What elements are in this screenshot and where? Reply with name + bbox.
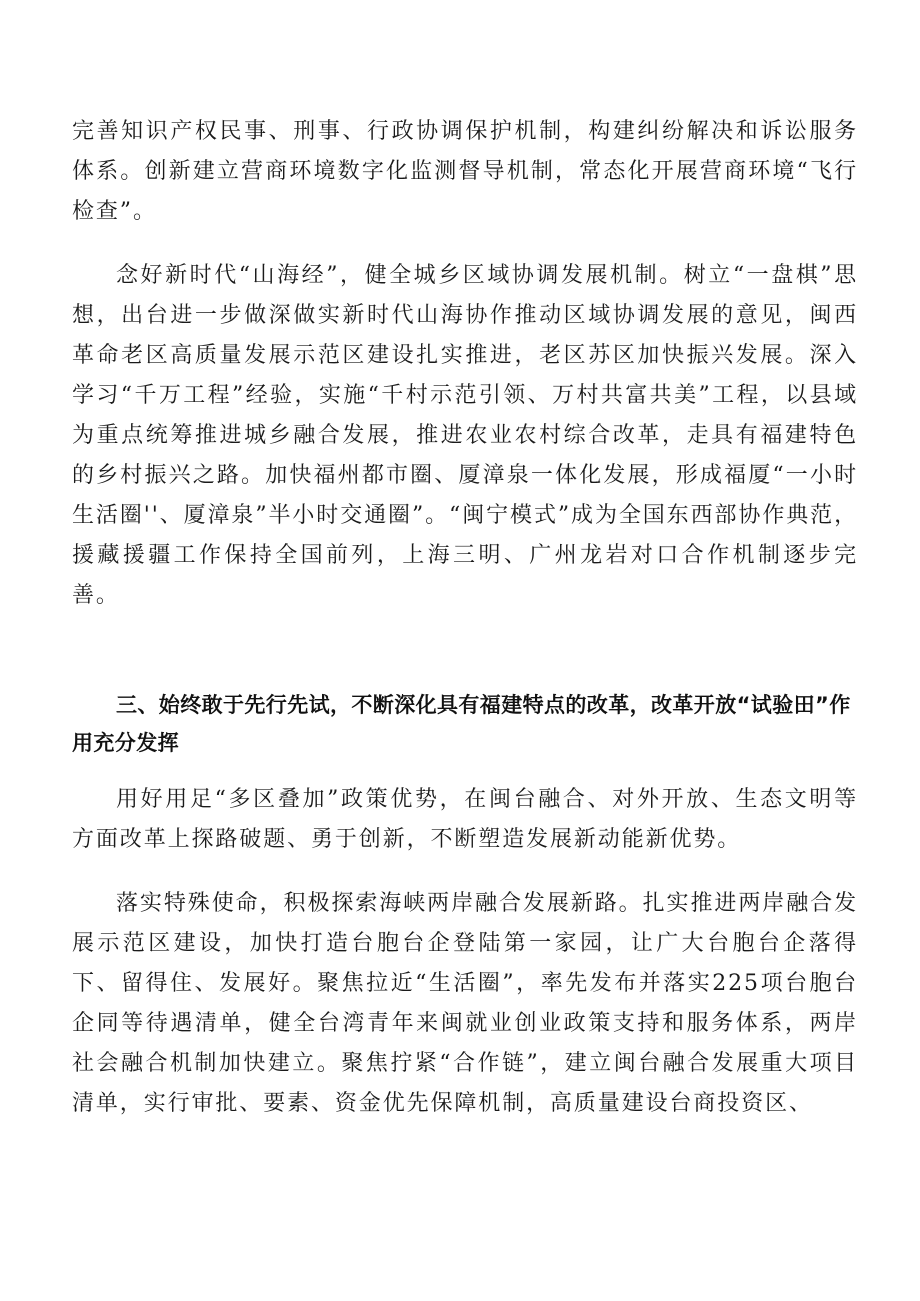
paragraph-cross-strait: 落实特殊使命，积极探索海峡两岸融合发展新路。扎实推进两岸融合发展示范区建设，加快打造台胞台企登陆第一家园，让广大台胞台企落得下、留得住、发展好。聚焦拉近“生活圈”，率先发布并落实225项台胞台企同等待遇清单，健全台湾青年来闽就业创业政策支持和服务体系，两岸社会融合机制加快建立。聚焦拧紧“合作链”，建立闽台融合发展重大项目清单，实行审批、要素、资金优先保障机制，高质量建设台商投资区、 <box>72 891 858 1116</box>
paragraph-policy-advantage: 用好用足“多区叠加”政策优势，在闽台融合、对外开放、生态文明等方面改革上探路破题、勇于创新，不断塑造发展新动能新优势。 <box>72 787 858 852</box>
paragraph-ip-protection: 完善知识产权民事、刑事、行政协调保护机制，构建纠纷解决和诉讼服务体系。创新建立营商环境数字化监测督导机制，常态化开展营商环境“飞行检查”。 <box>72 119 858 224</box>
paragraph-shanhai: 念好新时代“山海经”，健全城乡区域协调发展机制。树立“一盘棋”思想，出台进一步做深做实新时代山海协作推动区域协调发展的意见，闽西革命老区高质量发展示范区建设扎实推进，老区苏区加快振兴发展。深入学习“千万工程”经验，实施“千村示范引领、万村共富共美”工程，以县域为重点统筹推进城乡融合发展，推进农业农村综合改革，走具有福建特色的乡村振兴之路。加快福州都市圈、厦漳泉一体化发展，形成福厦“一小时生活圈''、厦漳泉”半小时交通圈”。“闽宁模式”成为全国东西部协作典范，援藏援疆工作保持全国前列，上海三明、广州龙岩对口合作机制逐步完善。 <box>72 263 858 608</box>
section-heading: 三、始终敢于先行先试，不断深化具有福建特点的改革，改革开放“试验田”作用充分发挥 <box>72 693 851 755</box>
